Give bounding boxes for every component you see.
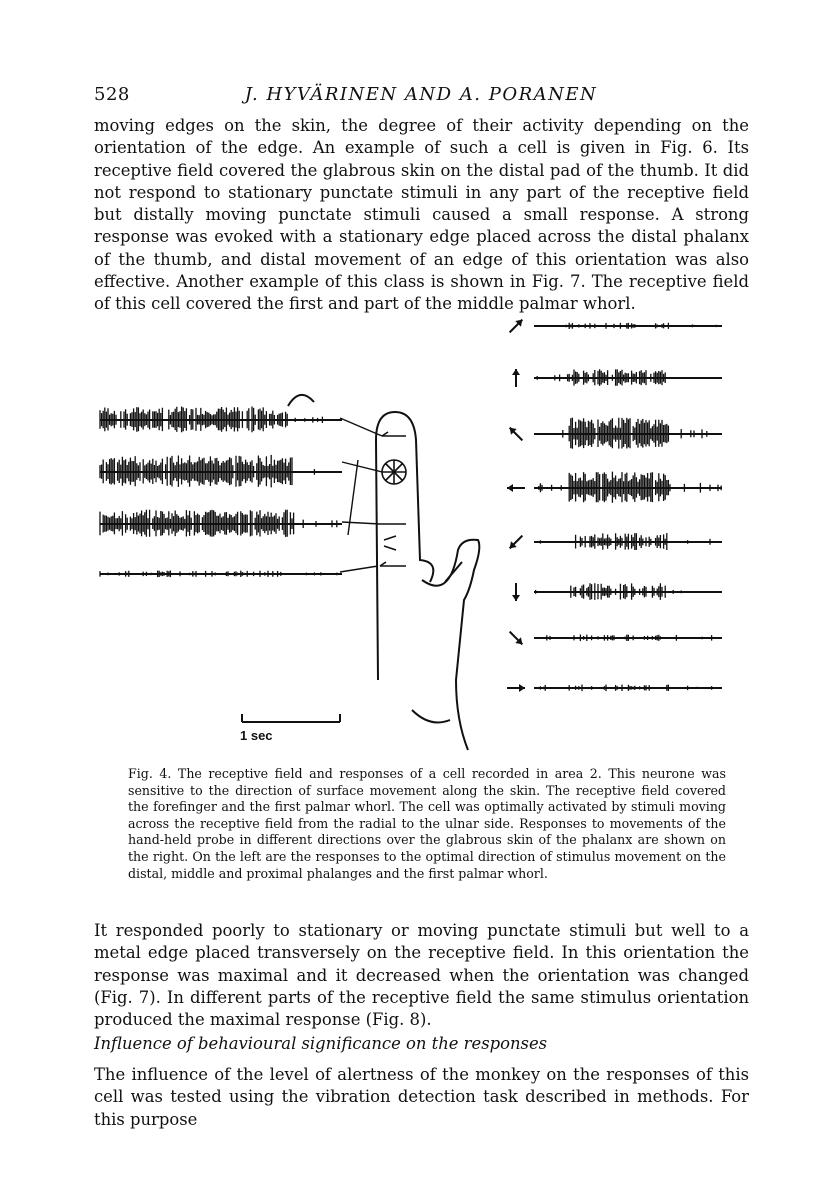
left-trace-3 [100, 510, 342, 537]
right-trace-3 [534, 418, 722, 449]
thumb-outline [422, 540, 479, 750]
page-header [94, 84, 748, 110]
right-trace-6 [534, 583, 722, 600]
direction-arrows [507, 320, 525, 692]
left-trace-4 [100, 571, 342, 578]
arrow-up-left-icon [510, 428, 523, 441]
arrow-down-right-icon [510, 632, 523, 645]
body-paragraph-2: It responded poorly to stationary or moving punctate stimuli but well to a metal edge placed transversely on the receptive field. In this orientation the response was maximal and it decreased when the orientation was changed (Fig. 7). In different parts of the receptive field the same stimulus orientation produced the maximal response (Fig. 8). [94, 921, 749, 1030]
arrow-down-left-icon [510, 536, 523, 549]
right-trace-8 [534, 685, 722, 692]
hand-drawing [288, 395, 479, 750]
scale-bar-label: 1 sec [240, 728, 273, 743]
page-number: 528 [94, 84, 130, 105]
left-trace-2 [100, 455, 342, 488]
body-paragraph-1: moving edges on the skin, the degree of their activity depending on the orientation of the edge. An example of such a cell is given in Fig. 6. Its receptive field covered the glabrous skin on the distal pad of the thumb. It did not respond to stationary punctate stimuli in any part of the receptive field but distally moving punctate stimuli caused a small response. A strong response was evoked with a stationary edge placed across the distal phalanx of the thumb, and distal movement of an edge of this orientation was also effective. Another example of this class is shown in Fig. 7. The receptive field of this cell covered the first and part of the middle palmar whorl. [94, 116, 749, 314]
right-traces [534, 323, 722, 691]
figure-4-graphic [90, 300, 740, 760]
section-heading: Influence of behavioural significance on the responses [94, 1034, 548, 1053]
right-trace-2 [534, 369, 722, 386]
left-trace-1 [100, 407, 342, 433]
arrow-up-icon [512, 369, 520, 387]
figure-4 [90, 300, 740, 760]
arrow-left-icon [507, 484, 525, 492]
body-paragraph-3: The influence of the level of alertness of the monkey on the responses of this cell was tested using the vibration detection task described in methods. For this purpose [94, 1065, 749, 1129]
arrow-right-icon [507, 684, 525, 692]
palm-line [412, 710, 450, 722]
arrow-up-right-icon [510, 320, 523, 333]
right-trace-4 [534, 472, 722, 503]
left-traces [100, 407, 342, 578]
thumb-crease [445, 562, 462, 582]
figure-caption: Fig. 4. The receptive field and responses of a cell recorded in area 2. This neurone was sensitive to the direction of surface movement along the skin. The receptive field covered the forefinger and the first palmar whorl. The cell was optimally activated by stimuli moving across the receptive field from the radial to the ulnar side. Responses to movements of the hand-held probe in different directions over the glabrous skin of the phalanx are shown on the right. On the left are the responses to the optimal direction of stimulus movement on the distal, middle and proximal phalanges and the first palmar whorl. [128, 766, 726, 881]
finger-markers [380, 432, 406, 566]
arrow-down-icon [512, 583, 520, 601]
right-trace-5 [534, 533, 722, 550]
scale-bar [242, 714, 340, 722]
right-trace-7 [534, 635, 722, 642]
running-title: J. HYVÄRINEN AND A. PORANEN [244, 84, 598, 105]
right-trace-1 [534, 323, 722, 329]
stimulus-probe [288, 395, 314, 406]
